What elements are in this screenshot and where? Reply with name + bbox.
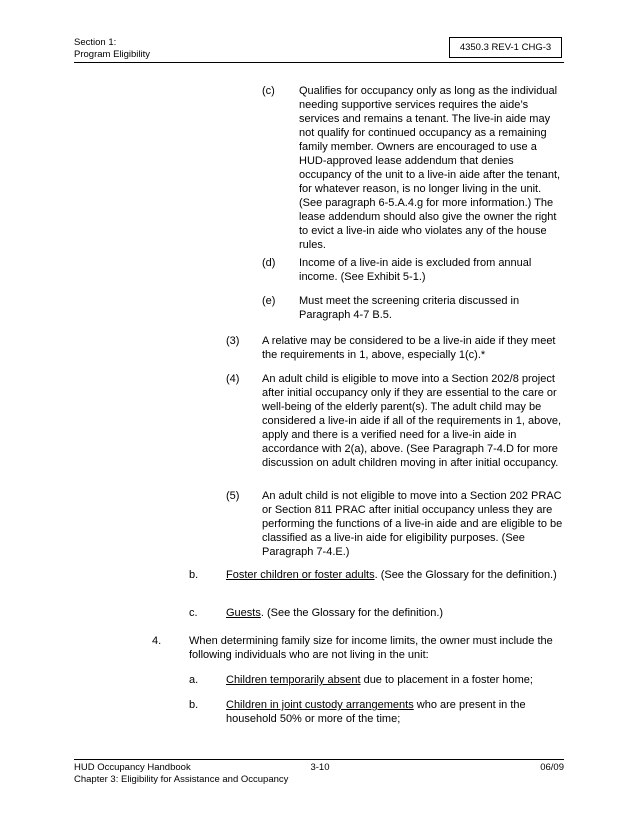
item-rest-b-foster: . (See the Glossary for the definition.) <box>374 569 557 581</box>
item-label-3: (3) <box>226 335 240 347</box>
header-subsection: Program Eligibility <box>74 49 151 60</box>
header-rule <box>74 62 564 63</box>
item-label-c-guests: c. <box>189 607 198 619</box>
item-text-4: An adult child is eligible to move into a Section 202/8 project after initial occupancy only if they are essential to the care or well-being of the elderly parent(s). The adult child may be considered a live-in aide if all of the requirements in 1, above, apply and there is a verified need for a live-in aide in accordance with 2(a), above. (See Paragraph 7-4.D for more discussion on adult children moving in after initial occupancy. <box>262 373 562 469</box>
term-custody: Children in joint custody arrangements <box>226 699 414 711</box>
item-text-4-main: When determining family size for income limits, the owner must include the following individuals who are not living in the unit: <box>189 635 553 661</box>
item-label-4-main: 4. <box>152 635 162 647</box>
item-text-5: An adult child is not eligible to move into a Section 202 PRAC or Section 811 PRAC after initial occupancy unless they are performing the functions of a live-in aide and are eligible to be classified as a live-in aide for eligibility purposes. (See Paragraph 7-4.E.) <box>262 490 563 558</box>
item-label-c: (c) <box>262 85 275 97</box>
document-id-box: 4350.3 REV-1 CHG-3 <box>449 37 562 58</box>
item-label-e: (e) <box>262 295 276 307</box>
item-text-e: Must meet the screening criteria discussed in Paragraph 4-7 B.5. <box>299 295 520 321</box>
item-text-c-guests <box>226 606 564 620</box>
footer-left <box>74 762 288 786</box>
item-label-4: (4) <box>226 373 240 385</box>
item-text-b-foster <box>226 568 564 582</box>
item-text-c: Qualifies for occupancy only as long as the individual needing supportive services requires the aide’s services and remains a tenant. The live-in aide may not qualify for continued occupancy as a remaining family member. Owners are encouraged to use a HUD-approved lease addendum that denies occupancy of the unit to a live-in aide after the tenant, for whatever reason, is no longer living in the unit. (See paragraph 6-5.A.4.g for more information.) The lease addendum should also give the owner the right to evict a live-in aide who violates any of the house rules. <box>299 85 561 251</box>
footer-rule <box>74 759 564 760</box>
item-text-a-absent <box>226 673 564 687</box>
footer-chapter: Chapter 3: Eligibility for Assistance and Occupancy <box>74 774 289 785</box>
item-label-b-foster: b. <box>189 569 199 581</box>
item-rest-c-guests: . (See the Glossary for the definition.) <box>260 607 444 619</box>
term-foster: Foster children or foster adults <box>226 569 375 581</box>
running-header <box>74 37 150 61</box>
item-label-a-absent: a. <box>189 674 199 686</box>
item-rest-b-custody: who are present in the household 50% or more of the time; <box>226 699 526 725</box>
item-rest-a-absent: due to placement in a foster home; <box>360 674 533 686</box>
item-label-b-custody: b. <box>189 699 199 711</box>
item-text-b-custody <box>226 698 564 726</box>
term-guests: Guests <box>226 607 261 619</box>
item-label-5: (5) <box>226 490 240 502</box>
item-text-3: A relative may be considered to be a live-in aide if they meet the requirements in 1, above, especially 1(c).* <box>262 335 556 361</box>
item-label-d: (d) <box>262 257 276 269</box>
footer-handbook: HUD Occupancy Handbook <box>74 762 191 773</box>
term-absent: Children temporarily absent <box>226 674 361 686</box>
footer-page-number: 3-10 <box>310 762 330 773</box>
item-text-d: Income of a live-in aide is excluded from annual income. (See Exhibit 5-1.) <box>299 257 532 283</box>
header-section: Section 1: <box>74 37 117 48</box>
footer-date: 06/09 <box>540 762 564 773</box>
